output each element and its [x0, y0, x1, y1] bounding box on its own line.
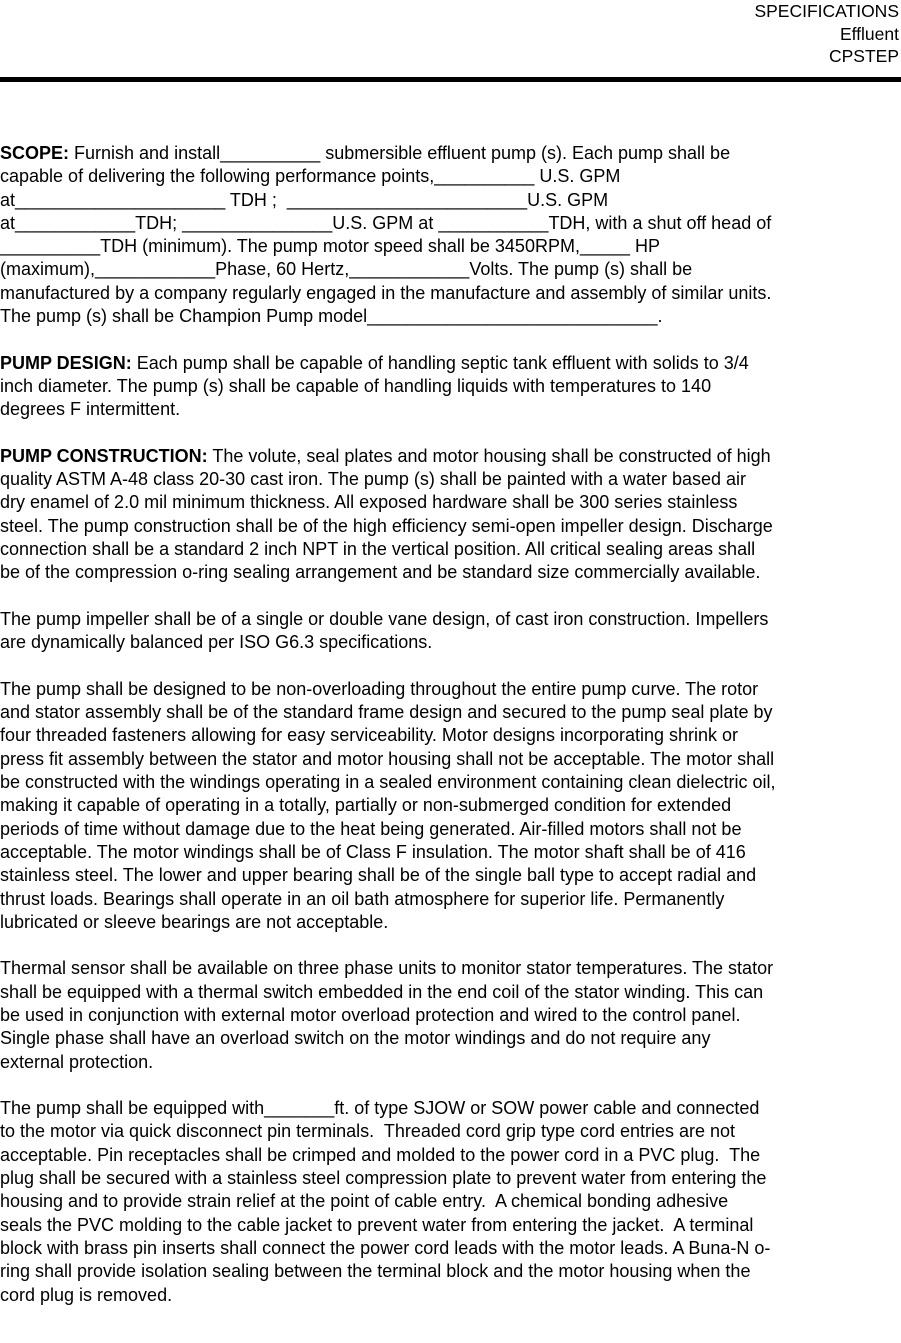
- line-text: steel. The pump construction shall be of the high efficiency semi-open impeller design. Discharge: [0, 515, 773, 536]
- paragraph-line: [0, 282, 901, 305]
- paragraph-line: [0, 352, 901, 375]
- paragraph-line: [0, 608, 901, 631]
- paragraph-line: [0, 957, 901, 980]
- line-text: capable of delivering the following performance points,__________ U.S. GPM: [0, 166, 621, 187]
- line-text: quality ASTM A-48 class 20-30 cast iron. The pump (s) shall be painted with a water based air: [0, 469, 747, 490]
- line-text: be of the compression o-ring sealing arrangement and be standard size commercially available.: [0, 562, 761, 583]
- line-text: connection shall be a standard 2 inch NPT in the vertical position. All critical sealing areas shall: [0, 539, 756, 560]
- paragraph-line: [0, 538, 901, 561]
- paragraph-line: [0, 142, 901, 165]
- line-text: at_____________________ TDH ; ________________________U.S. GPM: [0, 189, 609, 210]
- paragraph-line: [0, 375, 901, 398]
- line-text: external protection.: [0, 1051, 154, 1072]
- line-text: acceptable. The motor windings shall be of Class F insulation. The motor shaft shall be of 416: [0, 841, 746, 862]
- paragraph-line: [0, 491, 901, 514]
- section-heading: SCOPE:: [0, 143, 70, 163]
- paragraph-line: [0, 1027, 901, 1050]
- paragraph-pump-design: [0, 352, 901, 422]
- line-text: The volute, seal plates and motor housing shall be constructed of high: [207, 445, 771, 466]
- line-text: stainless steel. The lower and upper bearing shall be of the single ball type to accept radial and: [0, 865, 757, 886]
- line-text: thrust loads. Bearings shall operate in an oil bath atmosphere for superior life. Permanently: [0, 888, 725, 909]
- line-text: making it capable of operating in a totally, partially or non-submerged condition for extended: [0, 795, 732, 816]
- paragraph-line: [0, 305, 901, 328]
- line-text: ring shall provide isolation sealing between the terminal block and the motor housing when the: [0, 1261, 751, 1282]
- line-text: acceptable. Pin receptacles shall be crimped and molded to the power cord in a PVC plug. The: [0, 1144, 761, 1165]
- line-text: plug shall be secured with a stainless steel compression plate to prevent water from entering the: [0, 1168, 767, 1189]
- paragraph-line: [0, 1144, 901, 1167]
- paragraph-line: [0, 1284, 901, 1307]
- paragraph-line: [0, 771, 901, 794]
- paragraph-line: [0, 981, 901, 1004]
- paragraph-line: [0, 748, 901, 771]
- paragraph-line: [0, 818, 901, 841]
- paragraph-line: [0, 1120, 901, 1143]
- line-text: Each pump shall be capable of handling septic tank effluent with solids to 3/4: [131, 352, 749, 373]
- line-text: Single phase shall have an overload switch on the motor windings and do not require any: [0, 1028, 711, 1049]
- line-text: shall be equipped with a thermal switch embedded in the end coil of the stator winding. This can: [0, 981, 764, 1002]
- section-heading: PUMP CONSTRUCTION:: [0, 445, 208, 466]
- line-text: are dynamically balanced per ISO G6.3 specifications.: [0, 632, 433, 653]
- header-model: CPSTEP: [828, 46, 899, 66]
- line-text: press fit assembly between the stator and motor housing shall not be acceptable. The motor shall: [0, 748, 775, 769]
- line-text: periods of time without damage due to the heat being generated. Air-filled motors shall not be: [0, 818, 742, 839]
- paragraph-line: [0, 794, 901, 817]
- document-header: [754, 0, 899, 68]
- line-text: at____________TDH; _______________U.S. GPM at ___________TDH, with a shut off head of: [0, 212, 772, 233]
- header-title: SPECIFICATIONS: [754, 1, 899, 21]
- paragraph-line: [0, 701, 901, 724]
- paragraph-line: [0, 1051, 901, 1074]
- line-text: degrees F intermittent.: [0, 399, 181, 420]
- paragraph-line: [0, 445, 901, 468]
- line-text: seals the PVC molding to the cable jacket to prevent water from entering the jacket. A terminal: [0, 1214, 754, 1235]
- line-text: __________TDH (minimum). The pump motor speed shall be 3450RPM,_____ HP: [0, 236, 661, 257]
- line-text: be constructed with the windings operating in a sealed environment containing clean dielectric oil,: [0, 772, 776, 793]
- paragraph-line: [0, 631, 901, 654]
- paragraph-line: [0, 1190, 901, 1213]
- paragraph-line: [0, 1167, 901, 1190]
- paragraph-line: [0, 561, 901, 584]
- line-text: cord plug is removed.: [0, 1284, 173, 1305]
- line-text: manufactured by a company regularly engaged in the manufacture and assembly of similar units.: [0, 282, 772, 303]
- paragraph-line: [0, 235, 901, 258]
- line-text: The pump impeller shall be of a single or double vane design, of cast iron construction. Impellers: [0, 608, 769, 629]
- paragraph-line: [0, 1214, 901, 1237]
- paragraph-motor: [0, 678, 901, 934]
- paragraph-line: [0, 189, 901, 212]
- paragraph-line: [0, 1260, 901, 1283]
- line-text: Thermal sensor shall be available on three phase units to monitor stator temperatures. The stator: [0, 958, 774, 979]
- line-text: dry enamel of 2.0 mil minimum thickness. All exposed hardware shall be 300 series stainless: [0, 492, 738, 513]
- line-text: housing and to provide strain relief at the point of cable entry. A chemical bonding adhesive: [0, 1191, 729, 1212]
- paragraph-line: [0, 1097, 901, 1120]
- paragraph-line: [0, 258, 901, 281]
- paragraph-line: [0, 724, 901, 747]
- paragraph-line: [0, 911, 901, 934]
- paragraph-line: [0, 678, 901, 701]
- paragraph-line: [0, 864, 901, 887]
- line-text: The pump shall be designed to be non-overloading throughout the entire pump curve. The rotor: [0, 678, 759, 699]
- line-text: four threaded fasteners allowing for easy serviceability. Motor designs incorporating shrink or: [0, 725, 739, 746]
- specification-body: [0, 142, 901, 1330]
- paragraph-line: [0, 468, 901, 491]
- section-heading: PUMP DESIGN:: [0, 352, 132, 373]
- line-text: lubricated or sleeve bearings are not acceptable.: [0, 911, 389, 932]
- paragraph-pump-construction: [0, 445, 901, 585]
- paragraph-line: [0, 841, 901, 864]
- paragraph-line: [0, 165, 901, 188]
- header-subtitle: Effluent: [839, 23, 899, 44]
- paragraph-scope: [0, 142, 901, 328]
- line-text: (maximum),____________Phase, 60 Hertz,____________Volts. The pump (s) shall be: [0, 259, 693, 280]
- line-text: be used in conjunction with external motor overload protection and wired to the control panel.: [0, 1004, 741, 1025]
- header-divider: [0, 77, 901, 82]
- paragraph-line: [0, 398, 901, 421]
- line-text: to the motor via quick disconnect pin terminals. Threaded cord grip type cord entries are not: [0, 1121, 736, 1142]
- line-text: The pump (s) shall be Champion Pump model_____________________________.: [0, 306, 663, 327]
- line-text: Furnish and install__________ submersible effluent pump (s). Each pump shall be: [69, 143, 731, 163]
- paragraph-impeller: [0, 608, 901, 655]
- line-text: inch diameter. The pump (s) shall be capable of handling liquids with temperatures to 140: [0, 375, 712, 396]
- line-text: and stator assembly shall be of the standard frame design and secured to the pump seal plate by: [0, 702, 773, 723]
- paragraph-line: [0, 1237, 901, 1260]
- line-text: The pump shall be equipped with_______ft. of type SJOW or SOW power cable and connected: [0, 1098, 760, 1119]
- paragraph-line: [0, 1004, 901, 1027]
- paragraph-thermal-sensor: [0, 957, 901, 1073]
- paragraph-line: [0, 515, 901, 538]
- paragraph-line: [0, 888, 901, 911]
- paragraph-power-cable: [0, 1097, 901, 1307]
- line-text: block with brass pin inserts shall connect the power cord leads with the motor leads. A Buna-N o-: [0, 1237, 771, 1258]
- paragraph-line: [0, 212, 901, 235]
